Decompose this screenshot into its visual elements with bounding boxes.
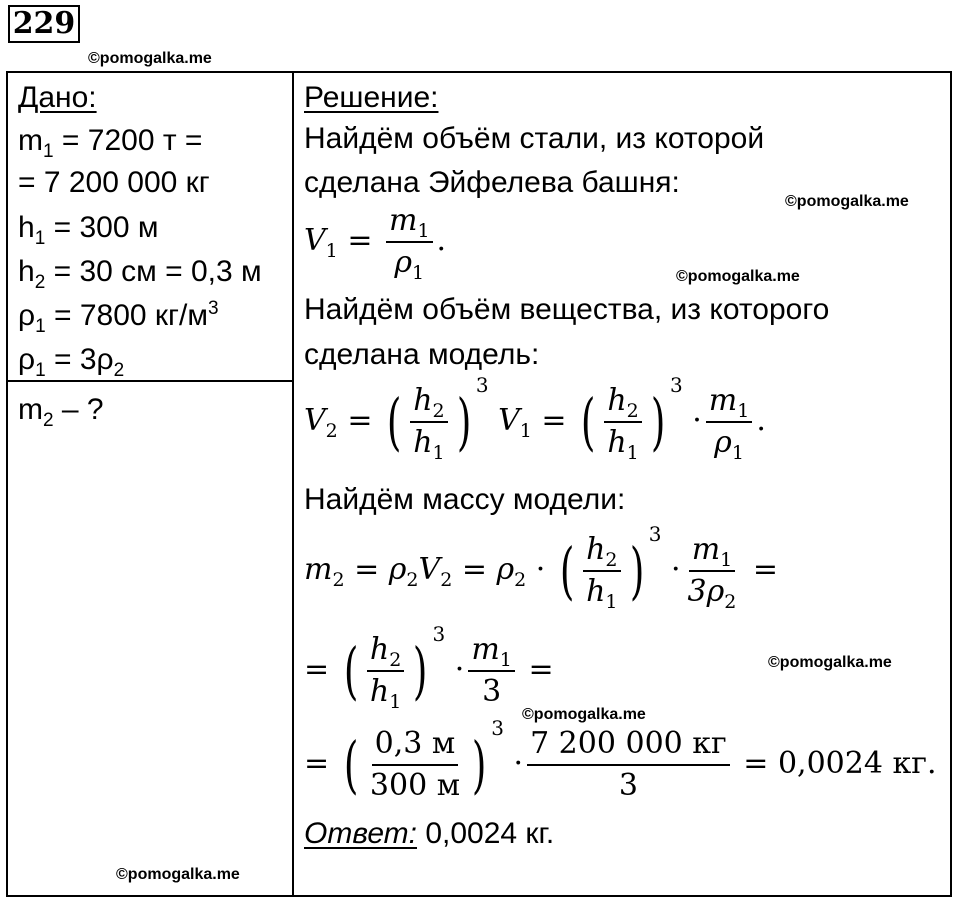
watermark: ©pomogalka.me [116,866,240,883]
given-mass-1: $m_1 = 7200$ т = [18,124,203,162]
watermark: ©pomogalka.me [785,193,909,210]
solution-text-4: сделана модель: [304,338,540,371]
watermark: ©pomogalka.me [768,654,892,671]
problem-number: 229 [8,5,80,43]
watermark: ©pomogalka.me [88,50,212,67]
watermark: ©pomogalka.me [522,706,646,723]
answer [304,816,554,852]
answer-value: 0,0024 кг. [417,817,555,850]
given-height-1: $h_1 = 300$ м [18,211,159,249]
watermark: ©pomogalka.me [676,268,800,285]
given-find-divider [6,380,293,382]
column-divider [292,71,294,897]
given-header: Дано: [18,81,97,114]
find-mass-2: $m_2$ – ? [18,393,104,431]
solution-header: Решение: [304,81,439,114]
solution-text-5: Найдём массу модели: [304,483,626,516]
formula-m2-simplified: = ( $\frac{h_2}{h_1}$ ) $^3$ · $\frac{m_1}{3}$ = [304,622,554,713]
solution-text-2: сделана Эйфелева башня: [304,166,680,199]
formula-v2: $V_2$ = ( $\frac{h_2}{h_1}$ ) $^3$ $V_1$ = ( $\frac{h_2}{h_1}$ ) $^3$ · $\frac{m_1}{\rho_1}$ . [304,373,766,464]
given-height-2: $h_2 = 30$ см = 0,3 м [18,255,262,293]
formula-v1: $V_1$ = $\frac{m_1}{\rho_1}$ . [304,203,447,284]
answer-label: Ответ: [304,817,417,850]
given-density-relation: $\rho_1 = 3\rho_2$ [18,343,125,381]
solution-text-3: Найдём объём вещества, из которого [304,293,830,326]
formula-m2: $m_2 = \rho_2V_2 = \rho_2$ · ( $\frac{h_2}{h_1}$ ) $^3$ · $\frac{m_1}{3\rho_2}$ = [304,522,779,613]
solution-text-1: Найдём объём стали, из которой [304,122,765,155]
given-density-1: $\rho_1 = 7800$ $кг/м^3$ [18,298,219,337]
given-mass-1-kg: = 7 200 000 кг [18,166,210,199]
formula-m2-numeric: = ( $\frac{0,3 м}{300 м}$ ) $^3$ · $\frac{7 200 000 кг}{3}$ = 0,0024 кг. [304,716,937,803]
